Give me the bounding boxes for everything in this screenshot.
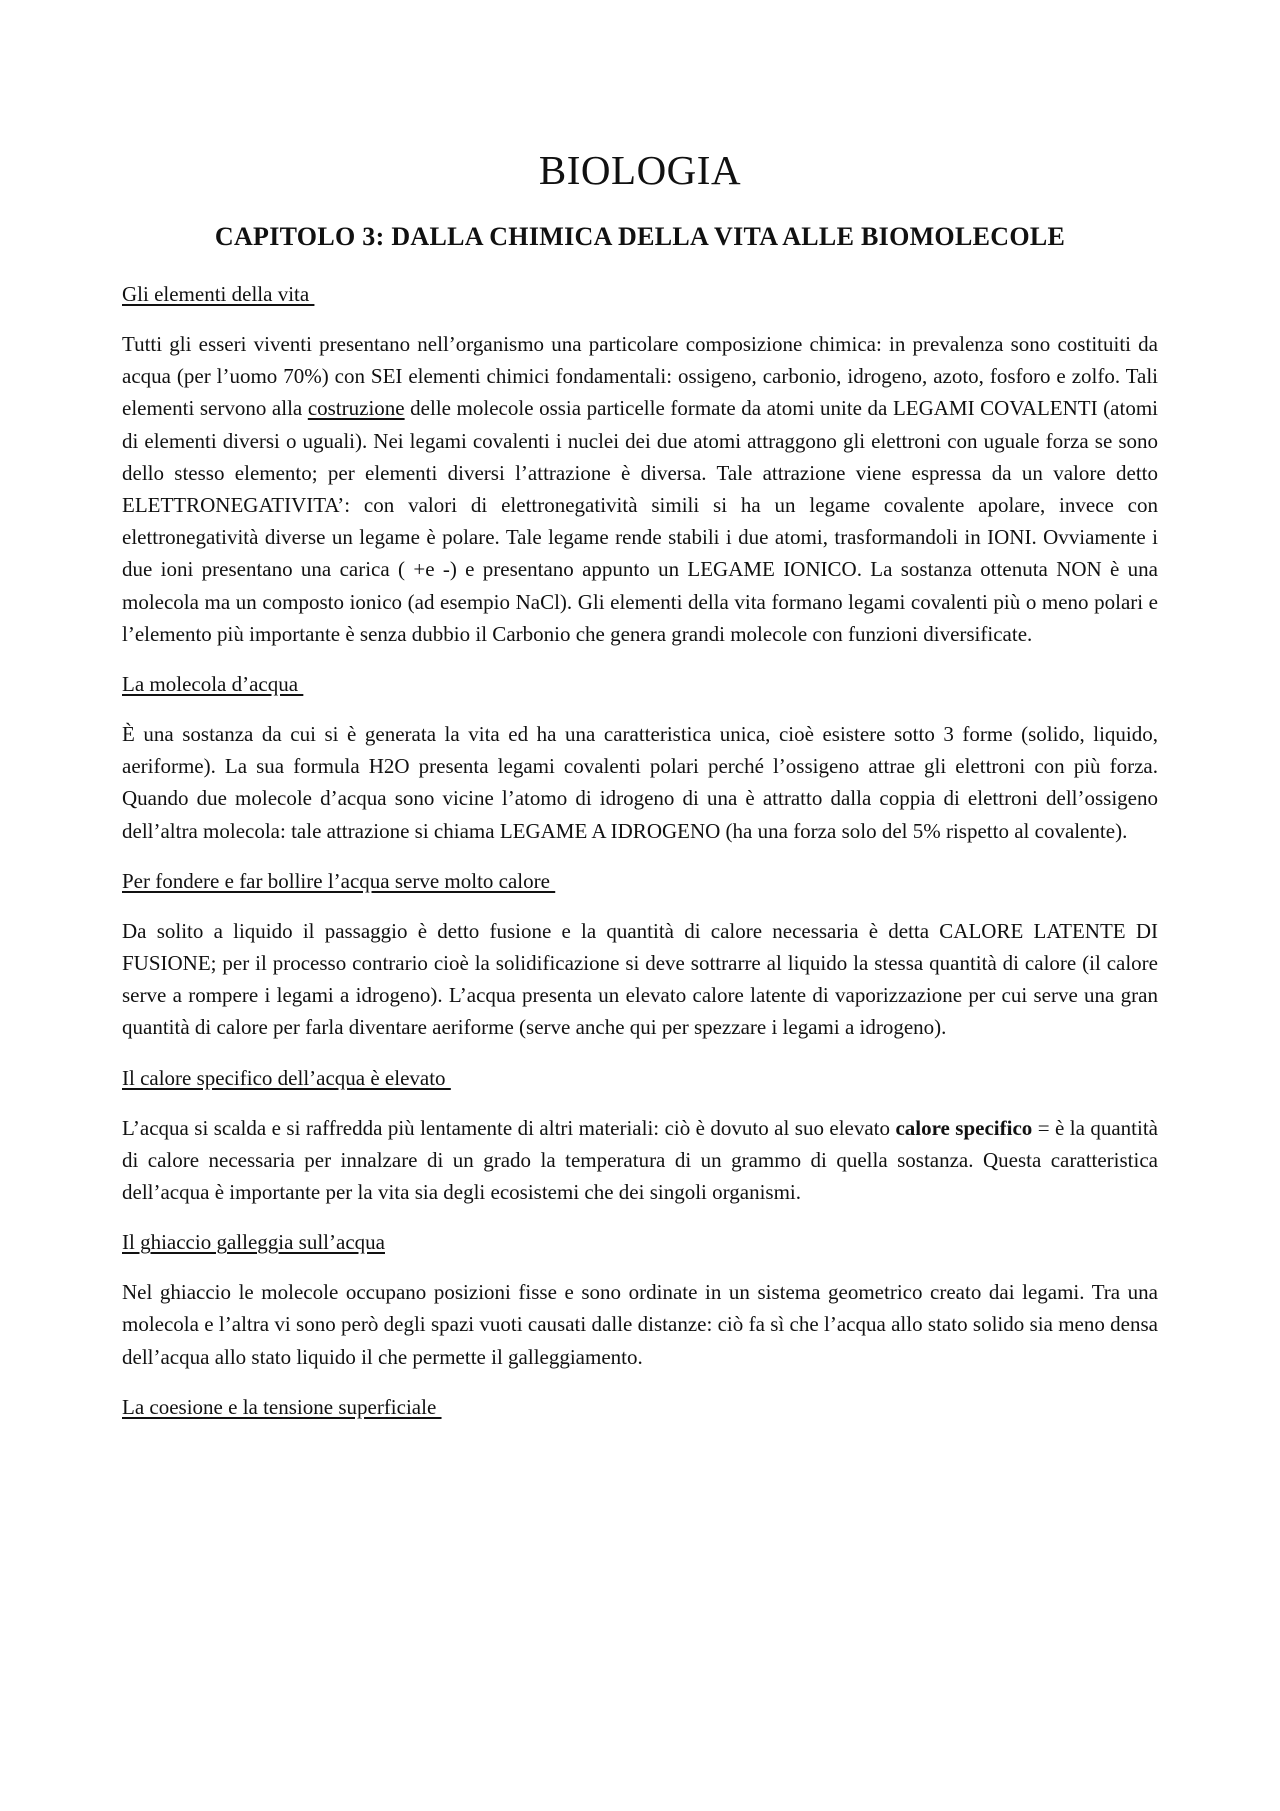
document-body <box>122 278 1158 1441</box>
section-heading: Il calore specifico dell’acqua è elevato <box>122 1065 451 1090</box>
paragraph-text: delle molecole ossia particelle formate da atomi unite da LEGAMI COVALENTI (atomi di elementi diversi o uguali). Nei legami covalenti i nuclei dei due atomi attraggono gli elettroni con uguale forza se sono dello stesso elemento; per elementi diversi l’attrazione è diversa. Tale attrazione viene espressa da un valore detto ELETTRONEGATIVITA’: con valori di elettronegatività simili si ha un legame covalente apolare, invece con elettronegatività diverse un legame è polare. Tale legame rende stabili i due atomi, trasformandoli in IONI. Ovviamente i due ioni presentano una carica ( +e -) e presentano appunto un LEGAME IONICO. La sostanza ottenuta NON è una molecola ma un composto ionico (ad esempio NaCl). Gli elementi della vita formano legami covalenti più o meno polari e l’elemento più importante è senza dubbio il Carbonio che genera grandi molecole con funzioni diversificate. <box>122 396 1158 646</box>
section-fondere-bollire <box>122 865 1158 1044</box>
paragraph-text: = è la quantità di calore necessaria per innalzare di un grado la temperatura di un grammo di quella sostanza. Questa caratteristica dell’acqua è importante per la vita sia degli ecosistemi che dei singoli organismi. <box>122 1115 1159 1205</box>
section-paragraph: È una sostanza da cui si è generata la vita ed ha una caratteristica unica, cioè esistere sotto 3 forme (solido, liquido, aeriforme). La sua formula H2O presenta legami covalenti polari perché l’ossigeno attrae gli elettroni con più forza. Quando due molecole d’acqua sono vicine l’atomo di idrogeno di una è attratto dalla coppia di elettroni dell’ossigeno dell’altra molecola: tale attrazione si chiama LEGAME A IDROGENO (ha una forza solo del 5% rispetto al covalente). <box>122 722 1158 843</box>
chapter-title: CAPITOLO 3: DALLA CHIMICA DELLA VITA ALLE BIOMOLECOLE <box>214 222 1066 251</box>
section-paragraph: Nel ghiaccio le molecole occupano posizioni fisse e sono ordinate in un sistema geometrico creato dai legami. Tra una molecola e l’altra vi sono però degli spazi vuoti causati dalle distanze: ciò fa sì che l’acqua allo stato solido sia meno densa dell’acqua allo stato liquido il che permette il galleggiamento. <box>122 1280 1158 1369</box>
section-heading: Per fondere e far bollire l’acqua serve molto calore <box>122 868 556 893</box>
section-heading: Il ghiaccio galleggia sull’acqua <box>122 1230 385 1255</box>
section-paragraph <box>122 328 1158 650</box>
section-ghiaccio <box>122 1226 1158 1373</box>
paragraph-text: L’acqua si scalda e si raffredda più lentamente di altri materiali: ciò è dovuto al suo elevato <box>122 1115 896 1140</box>
bold-term: calore specifico <box>895 1115 1033 1140</box>
underlined-word: costruzione <box>307 396 405 421</box>
section-heading: Gli elementi della vita <box>122 282 315 306</box>
section-paragraph <box>122 1112 1158 1209</box>
document-title: BIOLOGIA <box>538 147 742 193</box>
section-calore-specifico <box>122 1062 1158 1209</box>
section-heading: La molecola d’acqua <box>122 672 304 697</box>
section-heading: La coesione e la tensione superficiale <box>122 1394 442 1419</box>
section-paragraph: Da solito a liquido il passaggio è detto fusione e la quantità di calore necessaria è detta CALORE LATENTE DI FUSIONE; per il processo contrario cioè la solidificazione si deve sottrarre al liquido la stessa quantità di calore (il calore serve a rompere i legami a idrogeno). L’acqua presenta un elevato calore latente di vaporizzazione per cui serve una gran quantità di calore per farla diventare aeriforme (serve anche qui per spezzare i legami a idrogeno). <box>122 918 1158 1040</box>
section-coesione <box>122 1391 1158 1423</box>
section-elementi-vita <box>122 278 1158 650</box>
section-molecola-acqua <box>122 668 1158 847</box>
paragraph-text: Tutti gli esseri viventi presentano nell’organismo una particolare composizione chimica: in prevalenza sono costituiti da acqua (per l’uomo 70%) con SEI elementi chimici fondamentali: ossigeno, carbonio, idrogeno, azoto, fosforo e zolfo. Tali elementi servono alla <box>122 332 1158 421</box>
